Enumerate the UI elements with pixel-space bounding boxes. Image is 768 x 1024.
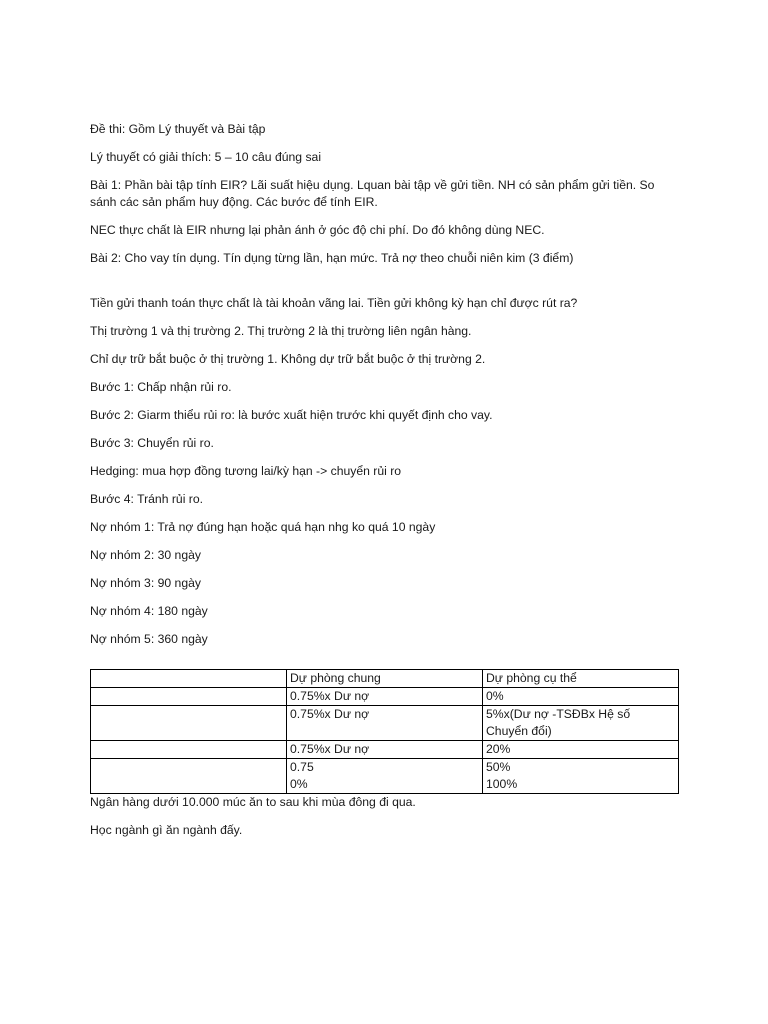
table-row (91, 741, 679, 759)
table-cell (287, 759, 483, 794)
table-header-row (91, 670, 679, 688)
cell-line: 100% (486, 777, 518, 791)
table-cell: 20% (483, 741, 679, 759)
paragraph-debt-group-4: Nợ nhóm 4: 180 ngày (90, 604, 208, 618)
paragraph-step-2: Bước 2: Giarm thiểu rủi ro: là bước xuất hiện trước khi quyết định cho vay. (90, 408, 493, 422)
paragraph-exercise-2: Bài 2: Cho vay tín dụng. Tín dụng từng lần, hạn mức. Trả nợ theo chuỗi niên kim (3 điểm) (90, 251, 574, 265)
cell-line: 0.75 (290, 760, 314, 774)
table-cell (91, 670, 287, 688)
table-cell: 0.75%x Dư nợ (287, 741, 483, 759)
table-header-specific-provision: Dự phòng cụ thể (483, 670, 679, 688)
paragraph-exercise-1: Bài 1: Phần bài tập tính EIR? Lãi suất hiệu dụng. Lquan bài tập về gửi tiền. NH có sản phẩm gửi tiền. So sánh các sản phẩm huy động. Các bước để tính EIR. (90, 178, 655, 209)
paragraph-theory: Lý thuyết có giải thích: 5 – 10 câu đúng sai (90, 150, 322, 164)
paragraph-debt-group-5: Nợ nhóm 5: 360 ngày (90, 632, 208, 646)
paragraph-debt-group-2: Nợ nhóm 2: 30 ngày (90, 548, 201, 562)
paragraph-closing: Học ngành gì ăn ngành đấy. (90, 823, 243, 837)
table-cell (91, 706, 287, 741)
table-cell: 0.75%x Dư nợ (287, 706, 483, 741)
table-cell: 0.75%x Dư nợ (287, 688, 483, 706)
table-cell (483, 759, 679, 794)
cell-line: 0% (290, 777, 308, 791)
table-row-merged (91, 759, 679, 794)
paragraph-bank-note: Ngân hàng dưới 10.000 múc ăn to sau khi mùa đông đi qua. (90, 795, 416, 809)
table-row (91, 706, 679, 741)
paragraph-step-1: Bước 1: Chấp nhận rủi ro. (90, 380, 232, 394)
table-cell (91, 688, 287, 706)
table-cell (91, 741, 287, 759)
paragraph-deposits: Tiền gửi thanh toán thực chất là tài khoản vãng lai. Tiền gửi không kỳ hạn chỉ được rút ra? (90, 296, 578, 310)
cell-line: 50% (486, 760, 511, 774)
table-cell: 0% (483, 688, 679, 706)
table-cell (91, 759, 287, 794)
paragraph-step-4: Bước 4: Tránh rủi ro. (90, 492, 204, 506)
paragraph-debt-group-1: Nợ nhóm 1: Trả nợ đúng hạn hoặc quá hạn nhg ko quá 10 ngày (90, 520, 436, 534)
reserve-table-wrapper (90, 669, 680, 794)
document-body (90, 121, 680, 850)
paragraph-nec: NEC thực chất là EIR nhưng lại phản ánh ở góc độ chi phí. Do đó không dùng NEC. (90, 223, 545, 237)
table-cell: 5%x(Dư nợ -TSĐBx Hệ số Chuyển đổi) (483, 706, 679, 741)
paragraph-debt-group-3: Nợ nhóm 3: 90 ngày (90, 576, 201, 590)
table-row (91, 688, 679, 706)
paragraph-markets: Thị trường 1 và thị trường 2. Thị trường 2 là thị trường liên ngân hàng. (90, 324, 472, 338)
reserve-table (90, 669, 679, 794)
table-header-general-provision: Dự phòng chung (287, 670, 483, 688)
paragraph-exam-structure: Đề thi: Gồm Lý thuyết và Bài tập (90, 122, 266, 136)
paragraph-reserve: Chỉ dự trữ bắt buộc ở thị trường 1. Không dự trữ bắt buộc ở thị trường 2. (90, 352, 486, 366)
paragraph-hedging: Hedging: mua hợp đồng tương lai/kỳ hạn -> chuyển rủi ro (90, 464, 402, 478)
paragraph-step-3: Bước 3: Chuyển rủi ro. (90, 436, 214, 450)
